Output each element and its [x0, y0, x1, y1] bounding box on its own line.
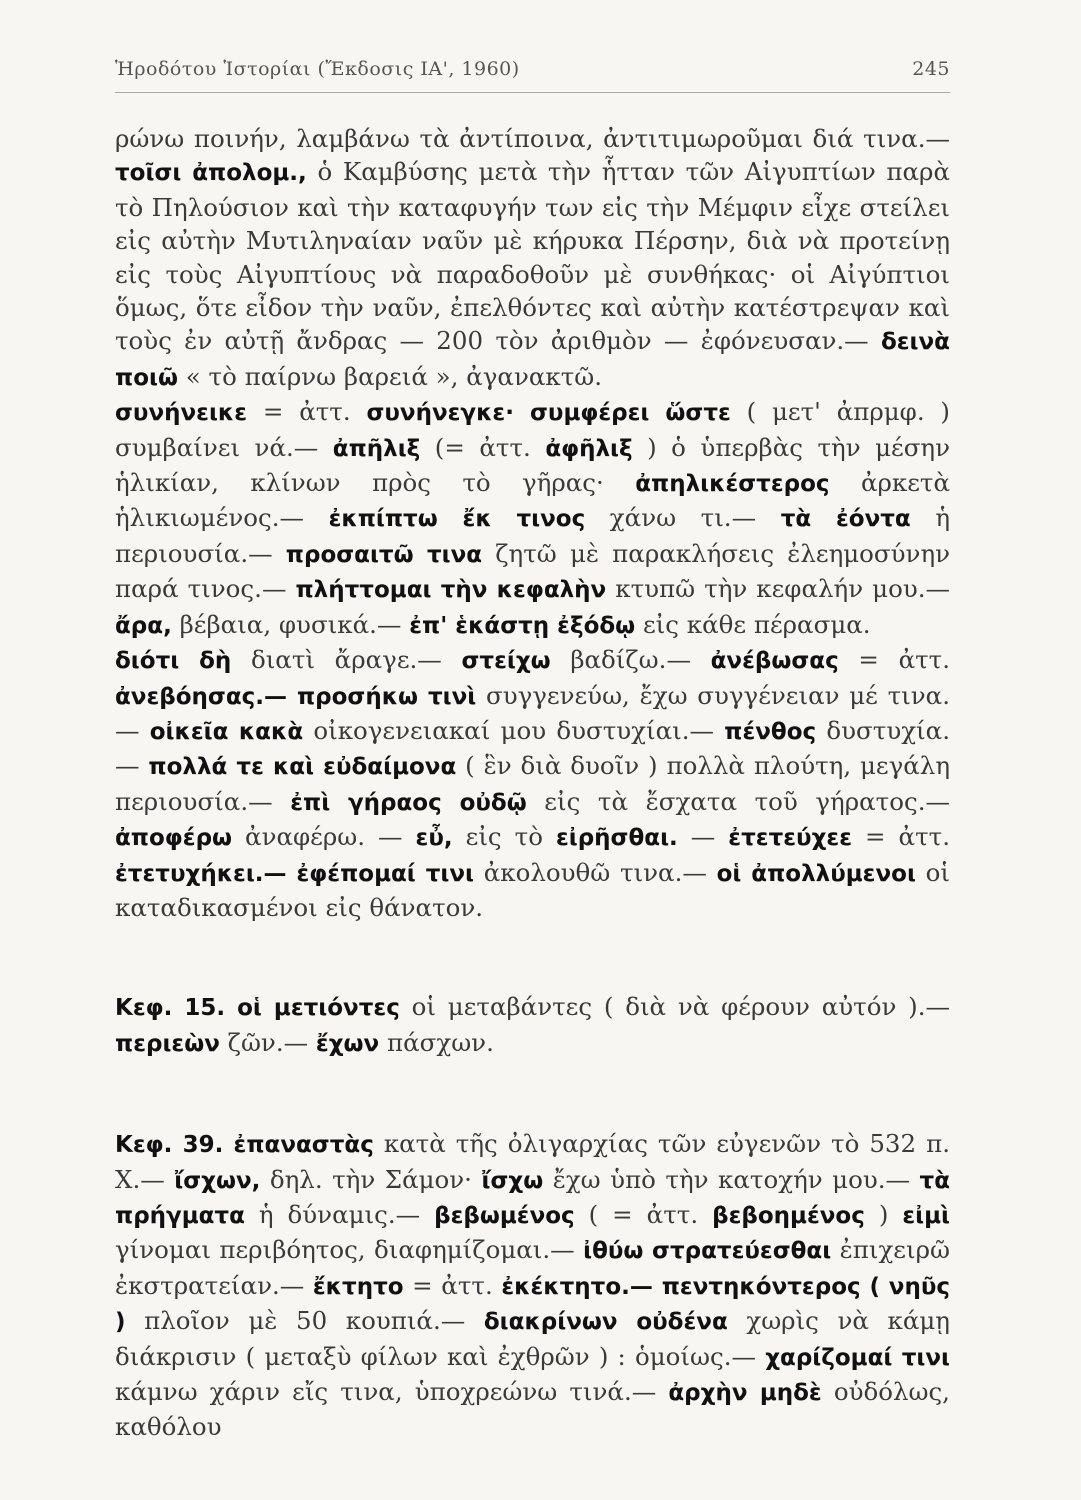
page-number: 245 — [912, 58, 950, 80]
header-rule — [115, 92, 950, 93]
lemma: Κεφ. 39. ἐπαναστὰς — [115, 1132, 374, 1159]
lemma: εἰμὶ — [902, 1202, 950, 1229]
lemma: ἴσχω — [481, 1167, 544, 1194]
lemma: συνήνεικε — [115, 400, 248, 427]
lemma: τὰ ἐόντα — [780, 506, 911, 533]
gloss-text: ( μετ' ἀπρμφ. ) συμβαίνει νά.— — [115, 397, 950, 462]
lemma: πένθος — [724, 718, 817, 745]
gloss-text: ) — [864, 1199, 903, 1229]
gloss-text: εἰς κάθε πέρασμα. — [635, 609, 871, 639]
lemma: ἄρα, — [115, 612, 172, 639]
gloss-text: δυστυχία.— — [115, 715, 950, 781]
lemma: ἐτετεύχεε — [728, 825, 853, 852]
lemma: ἐπ' ἑκάστῃ ἐξόδῳ — [409, 612, 636, 639]
running-header — [115, 58, 950, 80]
gloss-text: ) ὁ ὑπερβὰς τὴν μέσην ἡλικίαν, κλίνων πρὸς τὸ γῆρας· — [115, 432, 951, 498]
lemma: ἀφῆλιξ — [545, 435, 633, 462]
lemma: πλήττομαι τὴν κεφαλὴν — [295, 577, 607, 604]
gloss-text: κτυπῶ τὴν κεφαλήν μου.— — [606, 574, 950, 604]
gloss-text: εἰς τὰ ἔσχατα τοῦ γήρατος.— — [526, 786, 950, 816]
lemma: ἴσχων, — [174, 1167, 261, 1194]
lemma: ἔχων — [315, 1030, 380, 1057]
gloss-text: οἰκογενειακαί μου δυστυχίαι.— — [303, 715, 725, 745]
gloss-text: ἀκολουθῶ τινα.— — [474, 857, 717, 887]
gloss-text: ζῶν.— — [219, 1027, 316, 1057]
gloss-text: = ἀττ. — [838, 645, 951, 675]
gloss-text: ὁ Καμβύσης μετὰ τὴν ἧτταν τῶν Αἰγυπτίων παρὰ τὸ Πηλούσιον καὶ τὴν καταφυγήν των εἰς τὴν Μέμφιν εἶχε στείλει εἰς αὐτὴν Μυτιληναίαν ναῦν μὲ κήρυκα Πέρσην, διὰ νὰ προτείνῃ εἰς τοὺς Αἰγυπτίους νὰ παραδοθοῦν μὲ συνθήκας· οἱ Αἰγύπτιοι ὅμως, ὅτε εἶδον τὴν ναῦν, ἐπελθόντες καὶ αὐτὴν κατέστρεψαν καὶ τοὺς ἐν αὐτῇ ἄνδρας — 200 τὸν ἀριθμὸν — ἐφόνευσαν.— — [115, 157, 951, 356]
gloss-text: = ἀττ. — [403, 1270, 502, 1300]
gloss-text: = ἀττ. — [247, 397, 367, 427]
gloss-text: = ἀττ. — [852, 822, 950, 852]
gloss-text: χωρὶς νὰ κάμῃ διάκρισιν ( μεταξὺ φίλων καὶ ἐχθρῶν ) : ὁμοίως.— — [115, 1306, 950, 1371]
gloss-text: ἡ δύναμις.— — [244, 1199, 435, 1229]
lemma: ἐκπίπτω ἔκ τινος — [328, 506, 586, 533]
lemma: περιεὼν — [115, 1030, 220, 1057]
gloss-text: εἰς τὸ — [452, 822, 556, 852]
paragraph-chapter-39 — [115, 1127, 950, 1444]
lemma: προσαιτῶ τινα — [285, 541, 483, 568]
gloss-text: ( ἓν διὰ δυοῖν ) πολλὰ πλούτη, μεγάλη περιουσία.— — [115, 751, 950, 816]
lemma: εὖ, — [415, 825, 453, 852]
gloss-text: ἀρκετὰ ἡλικιωμένος.— — [115, 468, 950, 533]
gloss-text: ἔχω ὑπὸ τὴν κατοχήν μου.— — [543, 1164, 920, 1194]
lemma: ἐπὶ γήραος οὐδῷ — [290, 789, 527, 816]
gloss-text: πάσχων. — [379, 1027, 494, 1057]
lemma: ἀποφέρω — [115, 825, 233, 852]
lemma: ἐκέκτητο.— πεντηκόντερος ( νηῦς ) — [115, 1273, 950, 1336]
gloss-text: δηλ. τὴν Σάμον· — [260, 1164, 482, 1194]
lemma: ἰθύω στρατεύεσθαι — [583, 1238, 832, 1265]
lemma: τοῖσι ἀπολομ., — [115, 160, 307, 187]
running-title: Ἡροδότου Ἱστορίαι (Ἔκδοσις ΙΑ', 1960) — [115, 58, 520, 80]
lemma: ἀπῆλιξ — [332, 435, 421, 462]
paragraph-3 — [115, 643, 950, 924]
lemma: τὰ πρήγματα — [115, 1167, 950, 1229]
gloss-text: συγγενεύω, ἔχω συγγένειαν μέ τινα.— — [115, 680, 951, 745]
lemma: ἀρχὴν μηδὲ — [668, 1380, 822, 1406]
gloss-text: « τὸ παίρνω βαρειά », ἀγανακτῶ. — [177, 361, 603, 391]
lemma: διότι δὴ — [115, 648, 232, 675]
lemma: ἀνεβόησας.— προσήκω τινὶ — [115, 683, 477, 710]
section-gap — [115, 1061, 950, 1127]
gloss-text: κατὰ τῆς ὀλιγαρχίας τῶν εὐγενῶν τὸ 532 π. Χ.— — [115, 1129, 950, 1194]
gloss-text: ( = ἀττ. — [574, 1199, 713, 1229]
lemma: πολλά τε καὶ εὐδαίμονα — [148, 754, 457, 781]
lemma: βεβωμένος — [434, 1202, 575, 1229]
lemma: στείχω — [461, 648, 551, 675]
lemma: χαρίζομαί τινι — [765, 1344, 950, 1371]
paragraph-2 — [115, 395, 950, 643]
gloss-text: ἡ περιουσία.— — [115, 503, 950, 568]
lemma: διακρίνων οὐδένα — [483, 1309, 728, 1336]
gloss-text: ἀναφέρω. — — [232, 822, 416, 852]
gloss-text: (= ἀττ. — [420, 432, 546, 462]
gloss-text: κάμνω χάριν εἴς τινα, ὑποχρεώνω τινά.— — [115, 1377, 669, 1406]
gloss-text: οἱ μεταβάντες ( διὰ νὰ φέρουν αὐτόν ).— — [399, 992, 950, 1022]
lemma: δεινὰ ποιῶ — [115, 329, 950, 391]
lemma: ἔκτητο — [312, 1273, 404, 1300]
lemma: Κεφ. 15. οἱ μετιόντες — [115, 995, 400, 1022]
lemma: ἀπηλικέστερος — [635, 471, 830, 498]
gloss-text: χάνω τι.— — [585, 503, 781, 533]
gloss-text: οὐδόλως, καθόλου — [115, 1377, 950, 1442]
lemma: εἰρῆσθαι. — [555, 825, 678, 852]
gloss-text: ρώνω ποινήν, λαμβάνω τὰ ἀντίποινα, ἀντιτιμωροῦμαι διά τινα.— — [115, 124, 950, 153]
paragraph-chapter-15 — [115, 990, 950, 1061]
lemma: βεβοημένος — [712, 1202, 865, 1229]
gloss-text: οἱ καταδικασμένοι εἰς θάνατον. — [115, 857, 950, 922]
section-gap — [115, 924, 950, 990]
gloss-text: γίνομαι περιβόητος, διαφημίζομαι.— — [115, 1235, 584, 1265]
paragraph-1 — [115, 122, 950, 395]
lemma: οἱ ἀπολλύμενοι — [716, 860, 916, 887]
lemma: οἰκεῖα κακὰ — [149, 718, 304, 745]
gloss-text: ζητῶ μὲ παρακλήσεις ἐλεημοσύνην παρά τινος.— — [115, 538, 951, 604]
lemma: ἀνέβωσας — [710, 648, 839, 675]
gloss-text: βέβαια, φυσικά.— — [171, 609, 410, 639]
gloss-text: διατὶ ἄραγε.— — [231, 645, 462, 675]
commentary-text — [115, 122, 950, 1444]
gloss-text: ἐπιχειρῶ ἐκστρατείαν.— — [115, 1235, 950, 1300]
lemma: συνήνεγκε· συμφέρει ὥστε — [366, 400, 731, 427]
gloss-text: βαδίζω.— — [550, 645, 711, 675]
gloss-text: — — [677, 822, 729, 852]
gloss-text: πλοῖον μὲ 50 κουπιά.— — [125, 1306, 484, 1336]
lemma: ἐτετυχήκει.— ἐφέπομαί τινι — [115, 860, 474, 887]
